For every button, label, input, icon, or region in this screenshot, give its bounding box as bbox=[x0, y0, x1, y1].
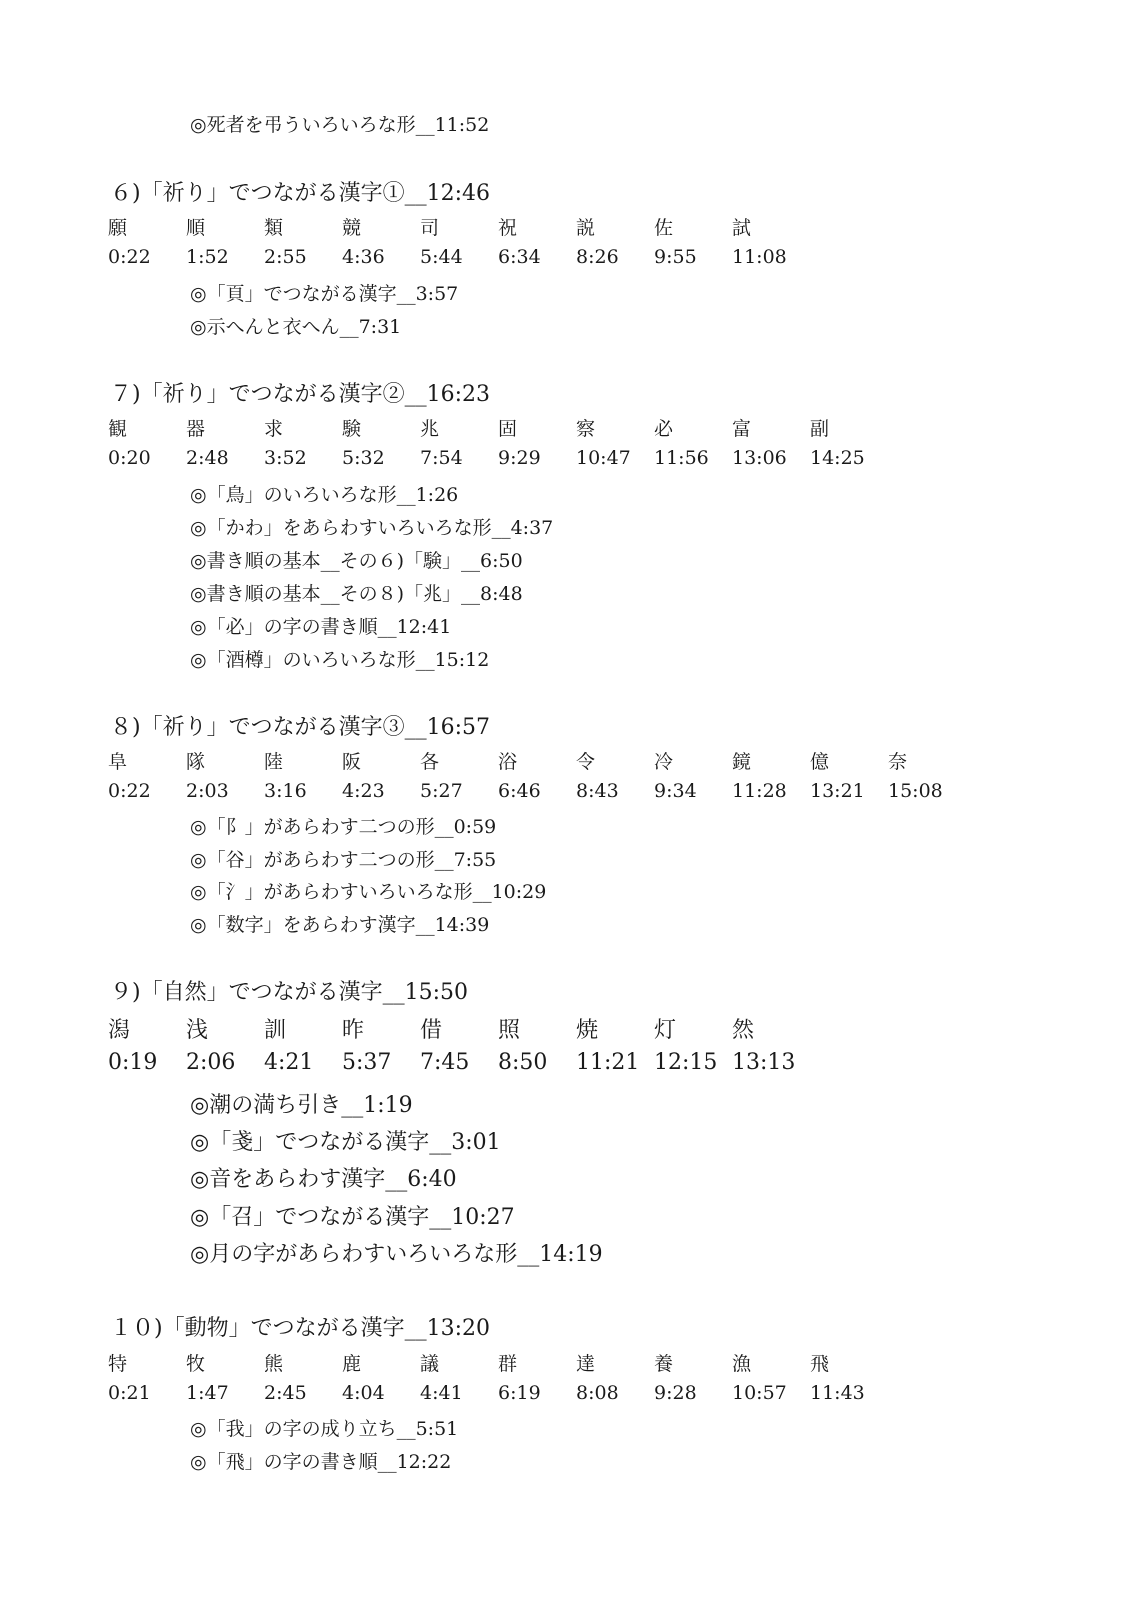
kanji-cell: 達 bbox=[576, 1353, 596, 1375]
section-heading: ６)「祈り」でつながる漢字①__12:46 bbox=[110, 181, 490, 206]
kanji-cell: 説 bbox=[576, 217, 596, 239]
time-cell: 0:21 bbox=[108, 1382, 151, 1404]
section-note: ◎「飛」の字の書き順__12:22 bbox=[190, 1451, 452, 1473]
kanji-cell: 令 bbox=[576, 751, 596, 773]
time-cell: 2:55 bbox=[264, 246, 307, 268]
time-cell: 5:37 bbox=[342, 1050, 392, 1075]
kanji-cell: 佐 bbox=[654, 217, 674, 239]
kanji-cell: 昨 bbox=[342, 1018, 365, 1043]
section-heading: １０)「動物」でつながる漢字__13:20 bbox=[110, 1316, 490, 1341]
kanji-cell: 験 bbox=[342, 418, 362, 440]
time-cell: 0:19 bbox=[108, 1050, 158, 1075]
kanji-cell: 阪 bbox=[342, 751, 362, 773]
time-cell: 5:44 bbox=[420, 246, 463, 268]
time-cell: 4:23 bbox=[342, 780, 385, 802]
time-cell: 9:34 bbox=[654, 780, 697, 802]
time-cell: 2:06 bbox=[186, 1050, 236, 1075]
kanji-cell: 固 bbox=[498, 418, 518, 440]
kanji-cell: 億 bbox=[810, 751, 830, 773]
time-cell: 8:43 bbox=[576, 780, 619, 802]
section-note: ◎音をあらわす漢字__6:40 bbox=[190, 1167, 457, 1192]
time-cell: 2:03 bbox=[186, 780, 229, 802]
section-note: ◎書き順の基本__その６)「験」__6:50 bbox=[190, 550, 523, 572]
kanji-cell: 群 bbox=[498, 1353, 518, 1375]
section-note: ◎「頁」でつながる漢字__3:57 bbox=[190, 283, 459, 305]
kanji-cell: 浴 bbox=[498, 751, 518, 773]
kanji-cell: 特 bbox=[108, 1353, 128, 1375]
kanji-cell: 阜 bbox=[108, 751, 128, 773]
time-cell: 3:16 bbox=[264, 780, 307, 802]
kanji-cell: 試 bbox=[732, 217, 752, 239]
kanji-cell: 司 bbox=[420, 217, 440, 239]
time-cell: 13:06 bbox=[732, 447, 787, 469]
time-cell: 9:28 bbox=[654, 1382, 697, 1404]
time-cell: 8:08 bbox=[576, 1382, 619, 1404]
section-note: ◎「鳥」のいろいろな形__1:26 bbox=[190, 484, 459, 506]
time-cell: 5:27 bbox=[420, 780, 463, 802]
time-cell: 5:32 bbox=[342, 447, 385, 469]
time-cell: 9:29 bbox=[498, 447, 541, 469]
kanji-cell: 祝 bbox=[498, 217, 518, 239]
intro-note: ◎死者を弔ういろいろな形__11:52 bbox=[190, 114, 490, 136]
time-cell: 0:22 bbox=[108, 246, 151, 268]
time-cell: 7:54 bbox=[420, 447, 463, 469]
time-cell: 8:50 bbox=[498, 1050, 548, 1075]
section-heading: ８)「祈り」でつながる漢字③__16:57 bbox=[110, 715, 490, 740]
section-heading: ７)「祈り」でつながる漢字②__16:23 bbox=[110, 382, 490, 407]
section-note: ◎書き順の基本__その８)「兆」__8:48 bbox=[190, 583, 523, 605]
kanji-cell: 競 bbox=[342, 217, 362, 239]
section-note: ◎「氵」があらわすいろいろな形__10:29 bbox=[190, 881, 547, 903]
kanji-cell: 灯 bbox=[654, 1018, 677, 1043]
kanji-cell: 器 bbox=[186, 418, 206, 440]
kanji-cell: 照 bbox=[498, 1018, 521, 1043]
kanji-cell: 必 bbox=[654, 418, 674, 440]
time-cell: 4:04 bbox=[342, 1382, 385, 1404]
time-cell: 11:08 bbox=[732, 246, 787, 268]
section-note: ◎「酒樽」のいろいろな形__15:12 bbox=[190, 649, 490, 671]
time-cell: 13:21 bbox=[810, 780, 865, 802]
kanji-cell: 潟 bbox=[108, 1018, 131, 1043]
kanji-cell: 飛 bbox=[810, 1353, 830, 1375]
kanji-cell: 借 bbox=[420, 1018, 443, 1043]
section-note: ◎「阝」があらわす二つの形__0:59 bbox=[190, 816, 497, 838]
time-cell: 0:22 bbox=[108, 780, 151, 802]
time-cell: 11:43 bbox=[810, 1382, 865, 1404]
section-note: ◎「必」の字の書き順__12:41 bbox=[190, 616, 452, 638]
time-cell: 14:25 bbox=[810, 447, 865, 469]
section-note: ◎潮の満ち引き__1:19 bbox=[190, 1093, 413, 1118]
kanji-cell: 牧 bbox=[186, 1353, 206, 1375]
kanji-cell: 漁 bbox=[732, 1353, 752, 1375]
kanji-cell: 養 bbox=[654, 1353, 674, 1375]
kanji-cell: 奈 bbox=[888, 751, 908, 773]
kanji-cell: 類 bbox=[264, 217, 284, 239]
time-cell: 8:26 bbox=[576, 246, 619, 268]
time-cell: 9:55 bbox=[654, 246, 697, 268]
kanji-cell: 察 bbox=[576, 418, 596, 440]
kanji-cell: 鹿 bbox=[342, 1353, 362, 1375]
section-note: ◎「我」の字の成り立ち__5:51 bbox=[190, 1418, 459, 1440]
section-note: ◎「谷」があらわす二つの形__7:55 bbox=[190, 849, 497, 871]
kanji-cell: 陸 bbox=[264, 751, 284, 773]
time-cell: 6:46 bbox=[498, 780, 541, 802]
kanji-cell: 焼 bbox=[576, 1018, 599, 1043]
kanji-cell: 議 bbox=[420, 1353, 440, 1375]
kanji-cell: 鏡 bbox=[732, 751, 752, 773]
time-cell: 2:45 bbox=[264, 1382, 307, 1404]
section-note: ◎「召」でつながる漢字__10:27 bbox=[190, 1205, 515, 1230]
section-note: ◎月の字があらわすいろいろな形__14:19 bbox=[190, 1242, 603, 1267]
time-cell: 11:21 bbox=[576, 1050, 640, 1075]
time-cell: 10:47 bbox=[576, 447, 631, 469]
kanji-cell: 冷 bbox=[654, 751, 674, 773]
kanji-cell: 各 bbox=[420, 751, 440, 773]
time-cell: 4:36 bbox=[342, 246, 385, 268]
kanji-cell: 熊 bbox=[264, 1353, 284, 1375]
time-cell: 10:57 bbox=[732, 1382, 787, 1404]
time-cell: 6:34 bbox=[498, 246, 541, 268]
kanji-cell: 観 bbox=[108, 418, 128, 440]
section-note: ◎「かわ」をあらわすいろいろな形__4:37 bbox=[190, 517, 554, 539]
time-cell: 0:20 bbox=[108, 447, 151, 469]
time-cell: 12:15 bbox=[654, 1050, 718, 1075]
kanji-cell: 願 bbox=[108, 217, 128, 239]
time-cell: 6:19 bbox=[498, 1382, 541, 1404]
time-cell: 4:41 bbox=[420, 1382, 463, 1404]
time-cell: 1:52 bbox=[186, 246, 229, 268]
kanji-cell: 然 bbox=[732, 1018, 755, 1043]
kanji-cell: 浅 bbox=[186, 1018, 209, 1043]
section-heading: ９)「自然」でつながる漢字__15:50 bbox=[110, 980, 468, 1005]
time-cell: 13:13 bbox=[732, 1050, 796, 1075]
time-cell: 15:08 bbox=[888, 780, 943, 802]
time-cell: 11:56 bbox=[654, 447, 709, 469]
kanji-cell: 求 bbox=[264, 418, 284, 440]
kanji-cell: 隊 bbox=[186, 751, 206, 773]
section-note: ◎「戔」でつながる漢字__3:01 bbox=[190, 1130, 501, 1155]
time-cell: 7:45 bbox=[420, 1050, 470, 1075]
time-cell: 1:47 bbox=[186, 1382, 229, 1404]
kanji-cell: 副 bbox=[810, 418, 830, 440]
kanji-cell: 訓 bbox=[264, 1018, 287, 1043]
section-note: ◎示へんと衣へん__7:31 bbox=[190, 316, 402, 338]
time-cell: 4:21 bbox=[264, 1050, 314, 1075]
time-cell: 3:52 bbox=[264, 447, 307, 469]
kanji-cell: 兆 bbox=[420, 418, 440, 440]
time-cell: 2:48 bbox=[186, 447, 229, 469]
section-note: ◎「数字」をあらわす漢字__14:39 bbox=[190, 914, 490, 936]
kanji-cell: 順 bbox=[186, 217, 206, 239]
time-cell: 11:28 bbox=[732, 780, 787, 802]
kanji-cell: 富 bbox=[732, 418, 752, 440]
